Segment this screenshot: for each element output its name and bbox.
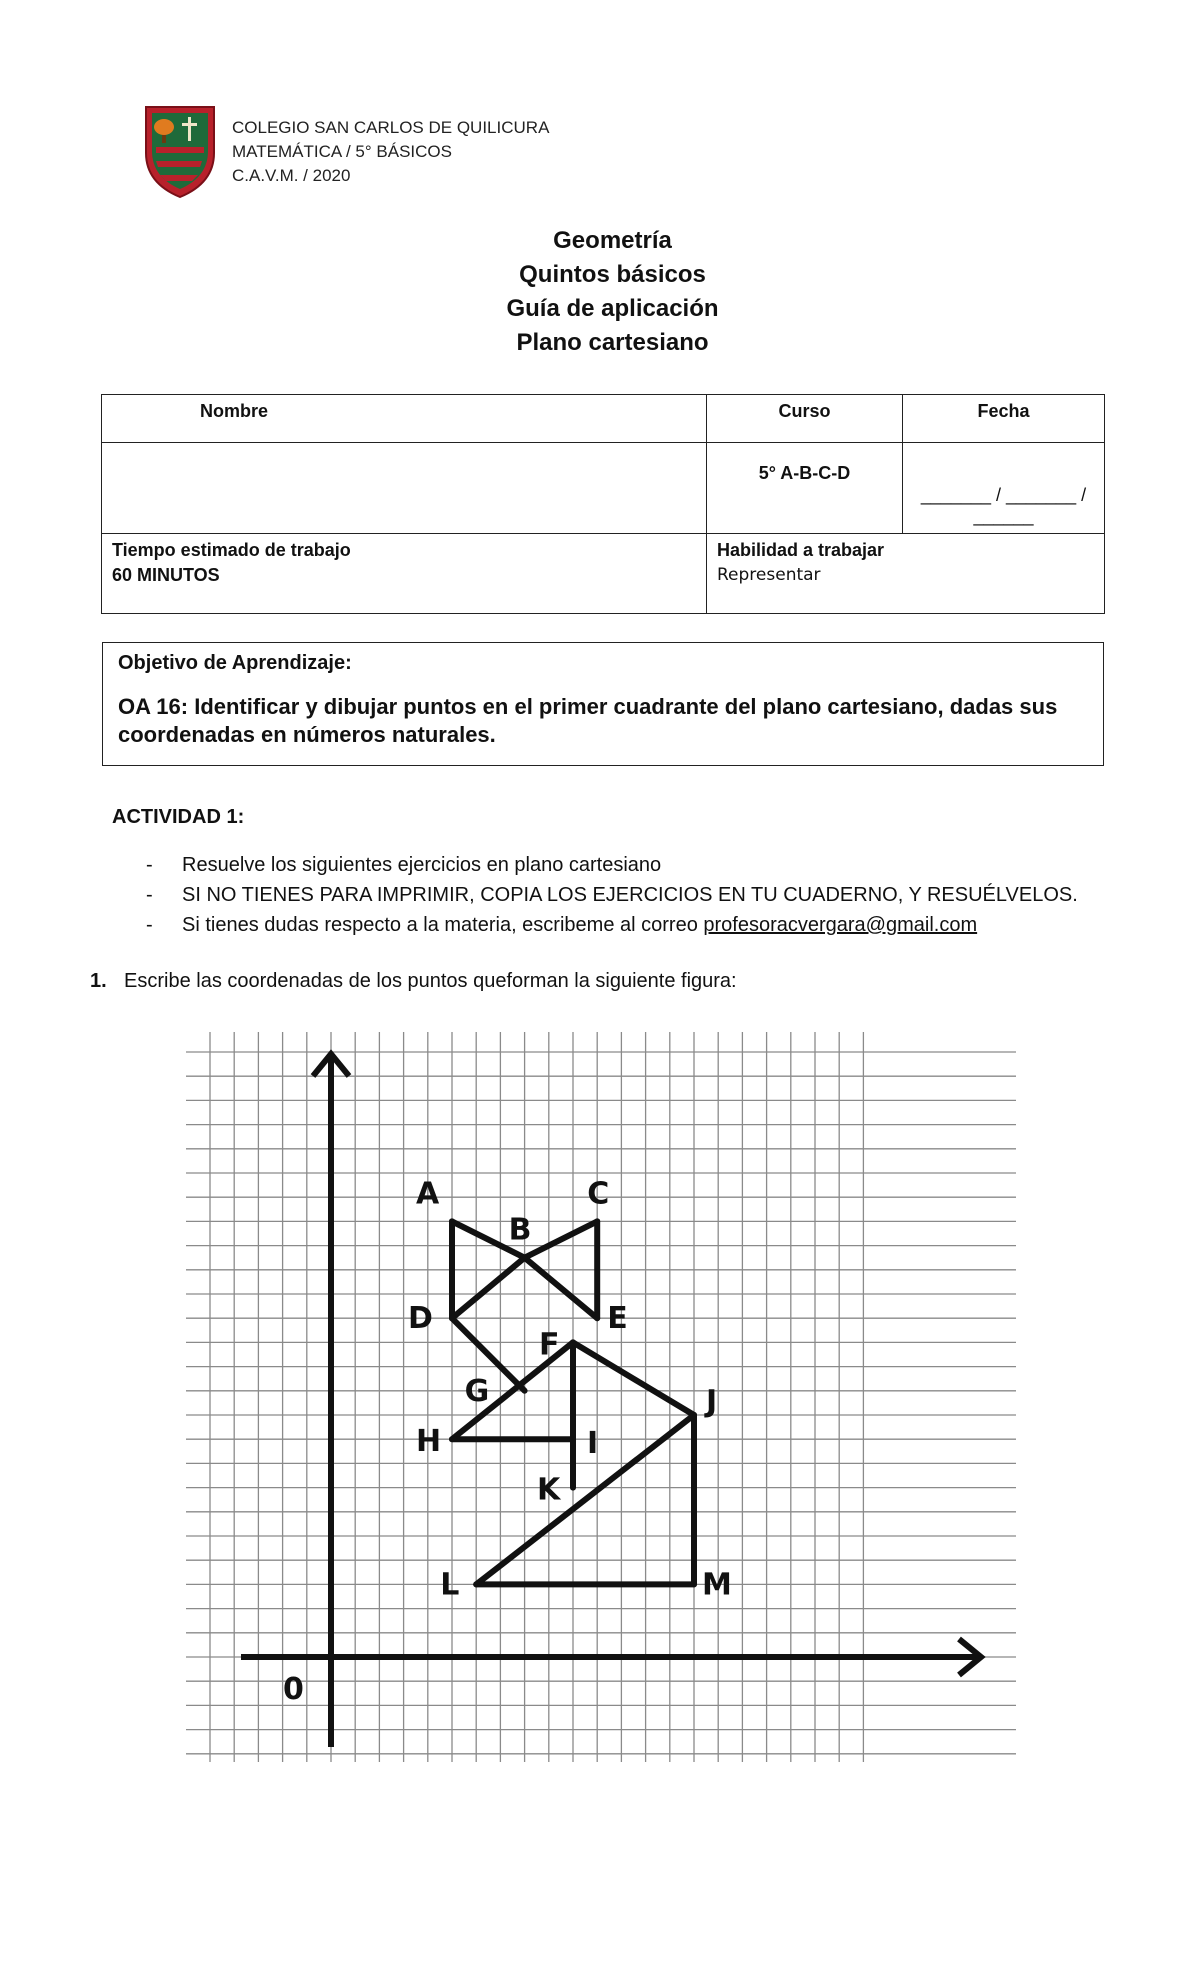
cartesian-figure (186, 1032, 1016, 1762)
bullet-item: - Resuelve los siguientes ejercicios en plano cartesiano (146, 854, 662, 876)
email-link[interactable]: profesoracvergara@gmail.com (703, 914, 978, 936)
bullet-text: SI NO TIENES PARA IMPRIMIR, COPIA LOS EJERCICIOS EN TU CUADERNO, Y RESUÉLVELOS. (182, 884, 1078, 906)
student-info-table (101, 394, 1105, 614)
point-label-J: J (706, 1384, 718, 1419)
origin-label: 0 (283, 1672, 304, 1707)
objective-text: OA 16: Identificar y dibujar puntos en el primer cuadrante del plano cartesiano, dadas sus coordenadas en números naturales. (118, 694, 1058, 747)
habilidad-cell (707, 534, 1105, 614)
objective-title: Objetivo de Aprendizaje: (118, 652, 352, 674)
point-label-E: E (607, 1301, 628, 1337)
activity-bullets (146, 850, 1078, 940)
title-line-1: Geometría (553, 227, 672, 254)
curso-header: Curso (707, 395, 903, 443)
school-crest-icon (142, 103, 218, 199)
fecha-header: Fecha (903, 395, 1105, 443)
point-label-I: I (587, 1426, 599, 1462)
fecha-field[interactable]: _______ / _______ / ______ (903, 443, 1105, 534)
subject-line: MATEMÁTICA / 5° BÁSICOS (232, 142, 452, 161)
point-label-K: K (537, 1472, 561, 1508)
school-name: COLEGIO SAN CARLOS DE QUILICURA (232, 118, 550, 137)
tiempo-cell (102, 534, 707, 614)
question-1 (90, 970, 737, 993)
bullet-text: Resuelve los siguientes ejercicios en plano cartesiano (182, 854, 662, 876)
curso-value: 5° A-B-C-D (707, 443, 903, 534)
nombre-header: Nombre (102, 395, 707, 443)
document-titles (0, 224, 1200, 360)
segment-FJ (573, 1342, 694, 1415)
point-labels (408, 1176, 732, 1602)
grid-lines (186, 1032, 1016, 1762)
code-line: C.A.V.M. / 2020 (232, 166, 351, 185)
point-label-D: D (408, 1301, 433, 1337)
axes (241, 1054, 981, 1747)
point-label-H: H (416, 1424, 442, 1460)
segment-BC (525, 1221, 598, 1257)
question-text: Escribe las coordenadas de los puntos queforman la siguiente figura: (124, 970, 737, 992)
bullet-item: - SI NO TIENES PARA IMPRIMIR, COPIA LOS EJERCICIOS EN TU CUADERNO, Y RESUÉLVELOS. (146, 884, 1078, 906)
habilidad-value: Representar (717, 565, 821, 585)
point-label-C: C (587, 1176, 610, 1212)
bullet-item: - Si tienes dudas respecto a la materia, escribeme al correo profesoracvergara@gmail.com (146, 914, 978, 936)
bullet-text: Si tienes dudas respecto a la materia, escribeme al correo (182, 914, 698, 936)
school-header (232, 116, 549, 188)
segment-BD (452, 1258, 525, 1319)
point-label-B: B (508, 1212, 532, 1248)
habilidad-label: Habilidad a trabajar (717, 540, 885, 560)
tiempo-label: Tiempo estimado de trabajo (112, 540, 351, 560)
point-label-A: A (416, 1176, 440, 1212)
segment-BE (525, 1258, 598, 1319)
point-label-M: M (702, 1567, 732, 1603)
question-number: 1. (90, 970, 107, 992)
point-label-F: F (539, 1327, 560, 1363)
point-label-L: L (440, 1567, 460, 1603)
title-line-4: Plano cartesiano (516, 329, 709, 356)
tiempo-value: 60 MINUTOS (112, 565, 220, 585)
nombre-field[interactable] (102, 443, 707, 534)
activity-title: ACTIVIDAD 1: (112, 806, 245, 828)
point-label-G: G (464, 1373, 490, 1409)
title-line-2: Quintos básicos (519, 261, 706, 288)
title-line-3: Guía de aplicación (506, 295, 719, 322)
